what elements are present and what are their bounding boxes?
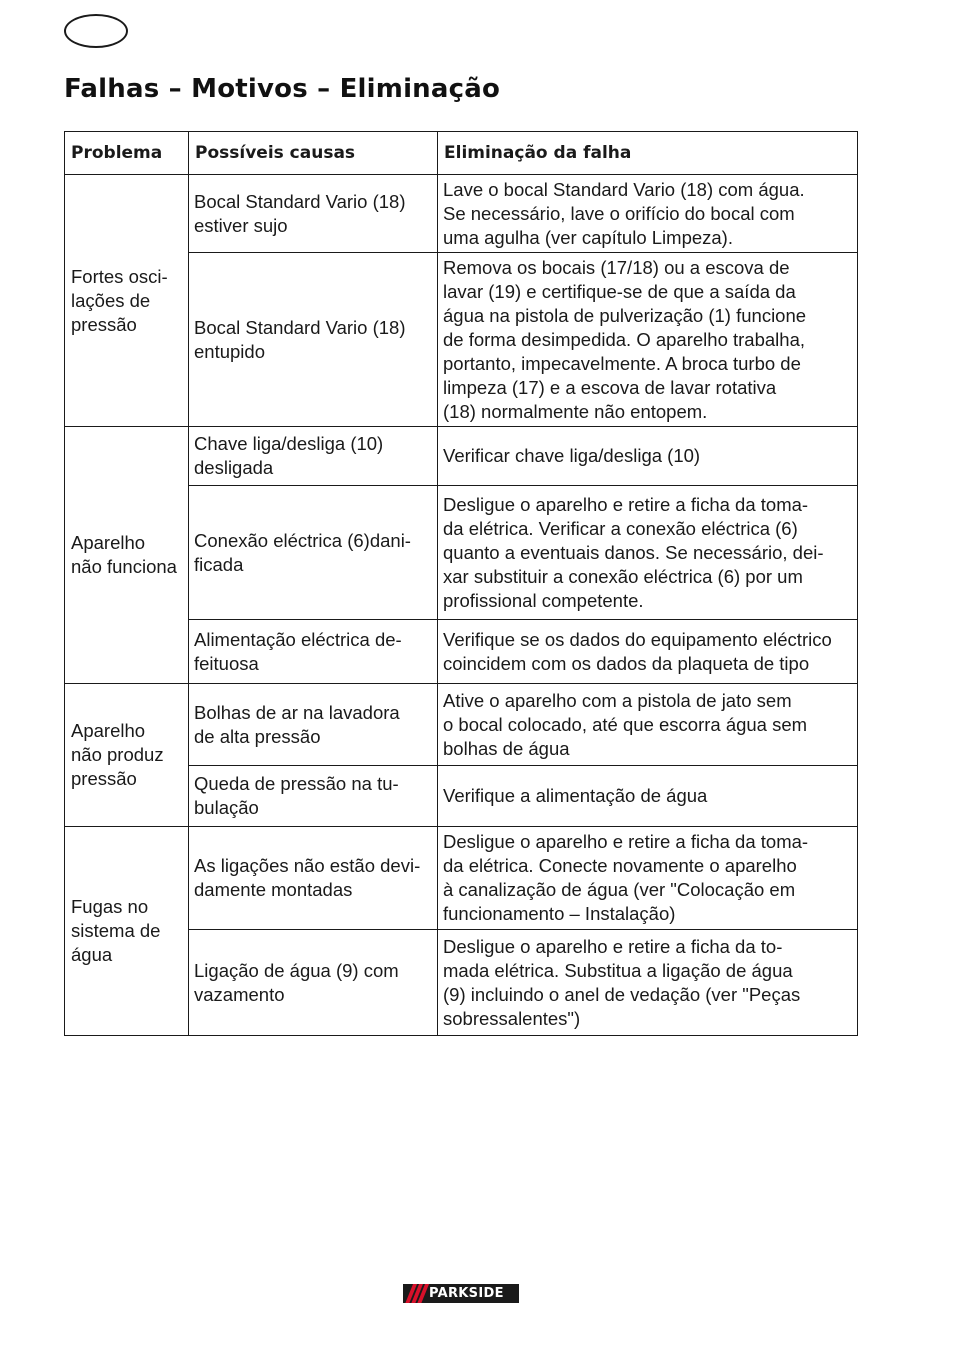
remedy-cell: Lave o bocal Standard Vario (18) com água. Se necessário, lave o orifício do bocal com uma agulha (ver capítulo Limpeza). <box>438 175 858 253</box>
cause-cell: Queda de pressão na tu- bulação <box>189 766 438 827</box>
page-title: Falhas – Motivos – Eliminação <box>64 74 501 104</box>
cause-cell: Alimentação eléctrica de- feituosa <box>189 620 438 684</box>
table-row <box>65 175 858 253</box>
problem-cell: Aparelho não funciona <box>65 427 189 684</box>
table-row <box>65 827 858 930</box>
problem-cell: Fugas no sistema de água <box>65 827 189 1036</box>
problem-cell: Aparelho não produz pressão <box>65 684 189 827</box>
remedy-cell: Ative o aparelho com a pistola de jato sem o bocal colocado, até que escorra água sem bolhas de água <box>438 684 858 766</box>
language-badge <box>64 14 128 48</box>
logo-stripes-icon <box>403 1284 429 1303</box>
column-header-problem: Problema <box>65 132 189 175</box>
troubleshooting-table <box>64 131 858 1036</box>
cause-cell: Chave liga/desliga (10) desligada <box>189 427 438 486</box>
column-header-causes: Possíveis causas <box>189 132 438 175</box>
table-row <box>65 427 858 486</box>
remedy-cell: Verifique se os dados do equipamento eléctrico coincidem com os dados da plaqueta de tipo <box>438 620 858 684</box>
remedy-cell: Desligue o aparelho e retire a ficha da toma- da elétrica. Conecte novamente o aparelho à canalização de água (ver "Colocação em funcionamento – Instalação) <box>438 827 858 930</box>
cause-cell: As ligações não estão devi- damente montadas <box>189 827 438 930</box>
parkside-logo <box>403 1284 519 1303</box>
remedy-cell: Verifique a alimentação de água <box>438 766 858 827</box>
cause-cell: Ligação de água (9) com vazamento <box>189 930 438 1036</box>
column-header-remedy: Eliminação da falha <box>438 132 858 175</box>
cause-cell: Bocal Standard Vario (18) entupido <box>189 253 438 427</box>
remedy-cell: Verificar chave liga/desliga (10) <box>438 427 858 486</box>
remedy-cell: Desligue o aparelho e retire a ficha da toma- da elétrica. Verificar a conexão eléctrica (6) quanto a eventuais danos. Se necessário, dei- xar substituir a conexão eléctrica (6) por um profissional competente. <box>438 486 858 620</box>
problem-cell: Fortes osci- lações de pressão <box>65 175 189 427</box>
cause-cell: Conexão eléctrica (6)dani- ficada <box>189 486 438 620</box>
remedy-cell: Remova os bocais (17/18) ou a escova de lavar (19) e certifique-se de que a saída da água na pistola de pulverização (1) funcione de forma desimpedida. O aparelho trabalha, portanto, impecavelmente. A broca turbo de limpeza (17) e a escova de lavar rotativa (18) normalmente não entopem. <box>438 253 858 427</box>
cause-cell: Bocal Standard Vario (18) estiver sujo <box>189 175 438 253</box>
table-row <box>65 684 858 766</box>
logo-text: PARKSIDE <box>429 1286 504 1301</box>
table-header-row <box>65 132 858 175</box>
remedy-cell: Desligue o aparelho e retire a ficha da to- mada elétrica. Substitua a ligação de água (9) incluindo o anel de vedação (ver "Peças sobressalentes") <box>438 930 858 1036</box>
cause-cell: Bolhas de ar na lavadora de alta pressão <box>189 684 438 766</box>
